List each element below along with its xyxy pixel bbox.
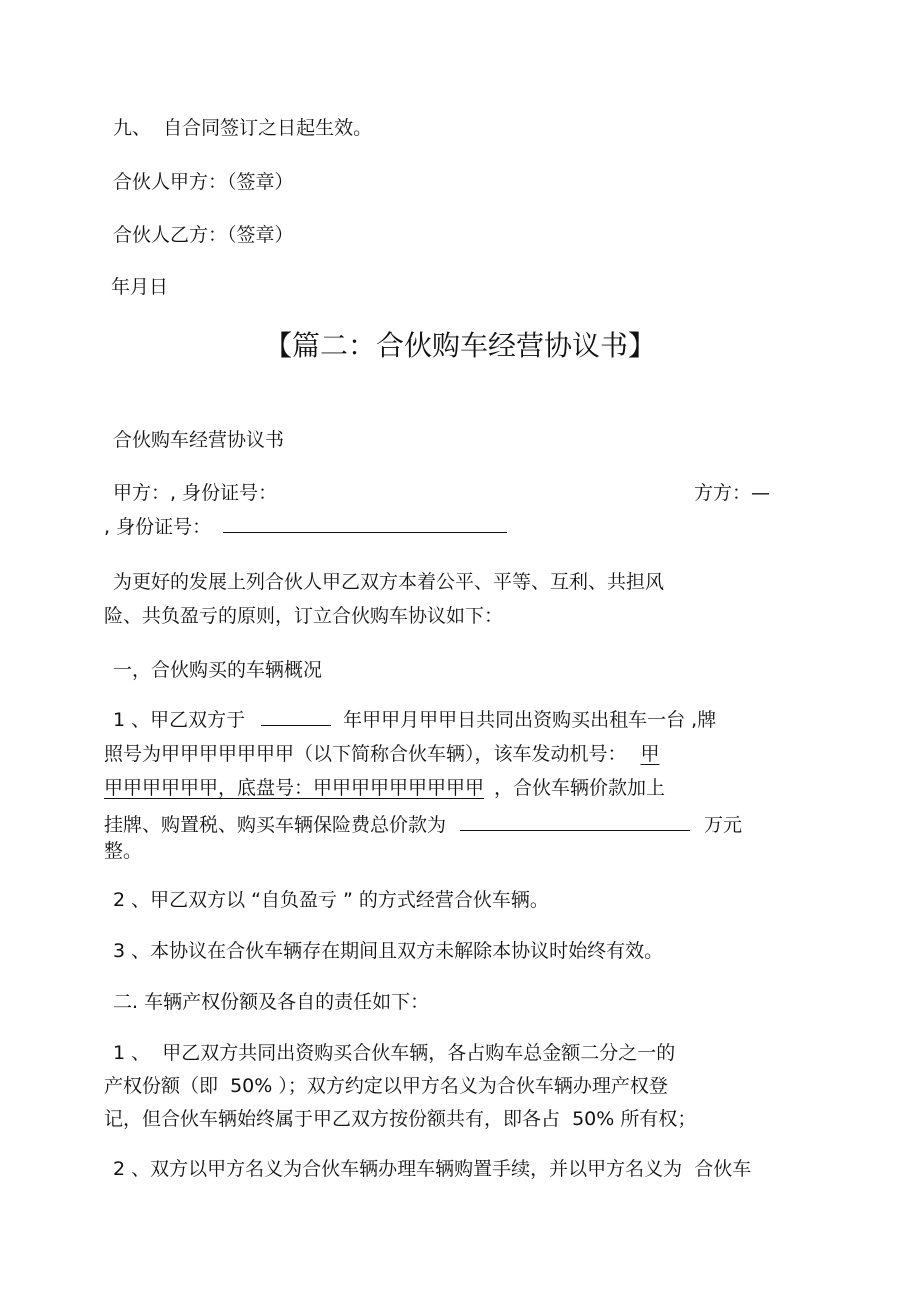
total-price-blank	[460, 812, 690, 831]
engine-number-value: 甲	[640, 743, 660, 765]
section-2-item-1-line-2: 产权份额（即 50% ）；双方约定以甲方名义为合伙车辆办理产权登	[104, 1075, 668, 1097]
item-1-line-2	[104, 741, 660, 767]
item-1-line-1	[113, 707, 716, 733]
party-b-id-blank	[223, 514, 507, 533]
party-b-signature: 合伙人乙方：（签章）	[113, 224, 294, 246]
section-1-heading: 一，合伙购买的车辆概况	[113, 659, 323, 681]
total-price-label: 挂牌、购置税、购买车辆保险费总价款为	[104, 814, 447, 836]
section-title: 【篇二：合伙购车经营协议书】	[263, 329, 656, 362]
item-1-price-text: ，合伙车辆价款加上	[494, 777, 666, 799]
intro-line-1: 为更好的发展上列合伙人甲乙双方本着公平、平等、互利、共担风	[113, 571, 665, 593]
purchase-date-blank	[261, 707, 331, 726]
chassis-number-value: 甲甲甲甲甲甲，底盘号：甲甲甲甲甲甲甲甲甲	[104, 777, 485, 799]
document-title: 合伙购车经营协议书	[113, 429, 285, 451]
party-a-signature: 合伙人甲方：（签章）	[113, 171, 294, 193]
section-2-item-1-line-3: 记，但合伙车辆始终属于甲乙双方按份额共有，即各占 50% 所有权；	[104, 1108, 697, 1130]
item-1-line-5: 整。	[104, 840, 143, 862]
date-line: 年月日	[111, 276, 169, 298]
item-1-line-3	[104, 775, 665, 801]
section-2-item-2: 2 、双方以甲方名义为合伙车辆办理车辆购置手续，并以甲方名义为 合伙车	[113, 1158, 752, 1180]
section-2-heading: 二. 车辆产权份额及各自的责任如下：	[113, 991, 430, 1013]
party-a-line: 甲方：, 身份证号：	[113, 482, 278, 504]
intro-line-2: 险、共负盈亏的原则，订立合伙购车协议如下：	[104, 605, 504, 627]
clause-9: 九、 自合同签订之日起生效。	[113, 117, 373, 139]
section-2-item-1-line-1: 1 、 甲乙双方共同出资购买合伙车辆，各占购车总金额二分之一的	[113, 1042, 676, 1064]
item-1-date-text: 年甲甲月甲甲日共同出资购买出租车一台 ,牌	[343, 709, 717, 731]
plate-number-text: 照号为甲甲甲甲甲甲甲（以下简称合伙车辆），该车发动机号：	[104, 743, 627, 765]
party-b-label: 方方：—	[694, 482, 771, 504]
item-1-prefix: 1 、甲乙双方于	[113, 709, 246, 731]
item-1-line-4	[104, 812, 742, 838]
price-unit: 万元	[704, 814, 743, 836]
item-3: 3 、本协议在合伙车辆存在期间且双方未解除本协议时始终有效。	[113, 940, 664, 962]
party-b-id-label: , 身份证号：	[104, 516, 212, 538]
party-b-id-line	[104, 514, 507, 540]
item-2: 2 、甲乙双方以 “自负盈亏 ” 的方式经营合伙车辆。	[113, 889, 549, 911]
